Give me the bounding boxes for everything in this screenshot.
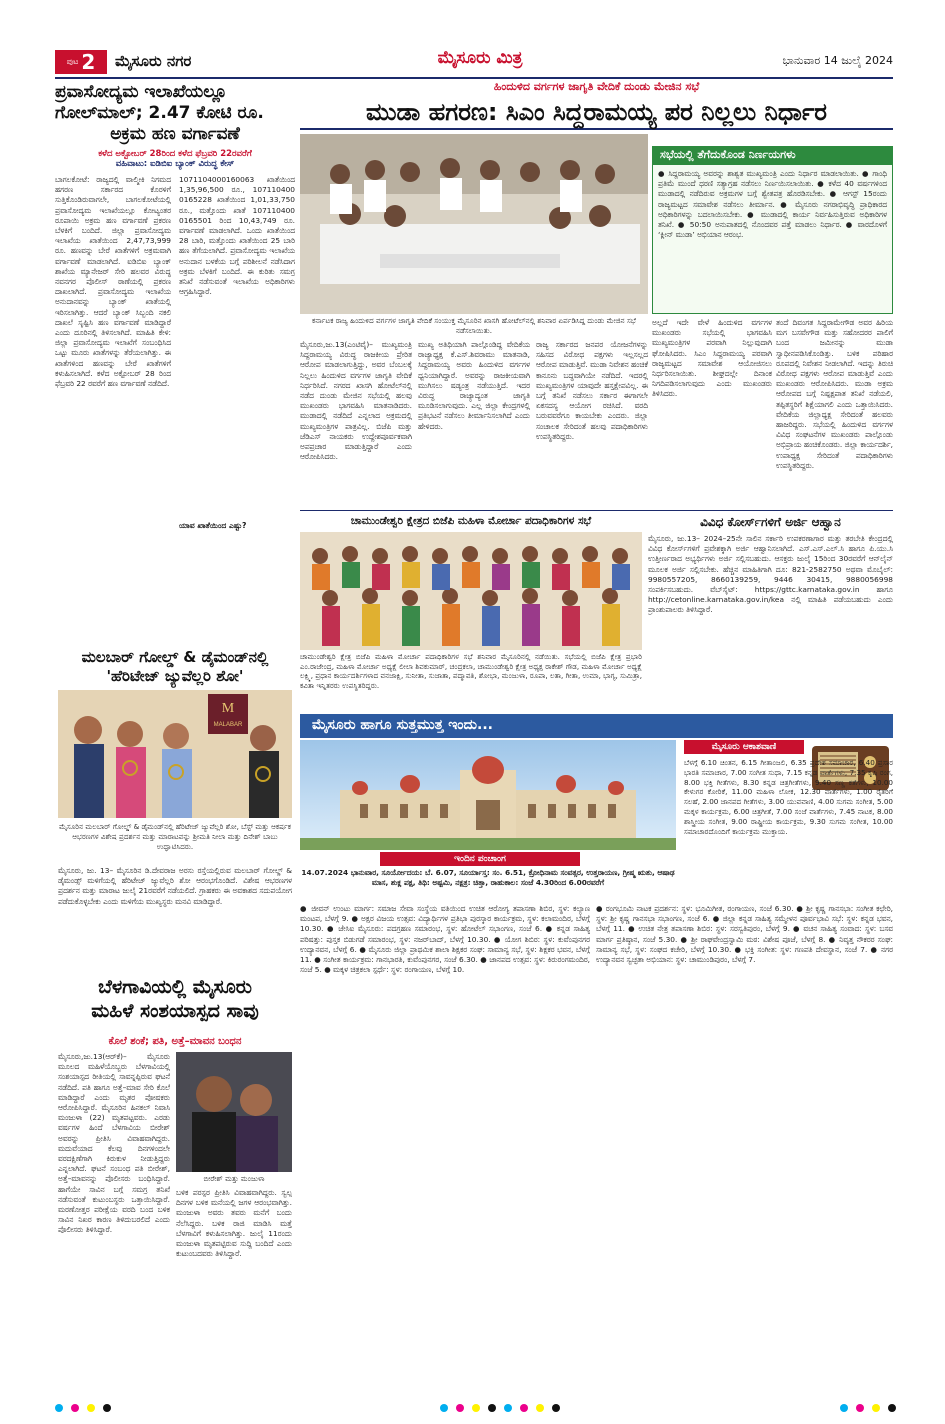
muda-body-col3: ರಾಜ್ಯ ಸರ್ಕಾರದ ಜನಪರ ಯೋಜನೆಗಳನ್ನು ಸಹಿಸದ ವಿರೋಧ ಪಕ್ಷಗಳು ಇಲ್ಲಸಲ್ಲದ ಆರೋಪ ಮಾಡುತ್ತಿವೆ. ಮುಡಾ ನಿವೇಶನ ಹಂಚಿಕೆ ಕಾನೂನು ಬದ್ಧವಾಗಿಯೇ ನಡೆದಿದೆ. ಇದರಲ್ಲಿ ಮುಖ್ಯಮಂತ್ರಿಗಳ ಯಾವುದೇ ಹಸ್ತಕ್ಷೇಪವಿಲ್ಲ. ಈ ಬಗ್ಗೆ ತನಿಖೆ ನಡೆಸಲು ಸರ್ಕಾರ ಈಗಾಗಲೇ ಏಕಸದಸ್ಯ ಆಯೋಗ ರಚಿಸಿದೆ. ವರದಿ ಬರುವವರೆಗೂ ಕಾಯಬೇಕು ಎಂದರು. ಜಿಲ್ಲಾ ಸಂಚಾಲಕ ಸೇರಿದಂತೆ ಹಲವು ಪದಾಧಿಕಾರಿಗಳು ಉಪಸ್ಥಿತರಿದ್ದರು. <box>536 340 648 441</box>
belagavi-headline-1: ಬೆಳಗಾವಿಯಲ್ಲಿ ಮೈಸೂರು <box>98 976 252 998</box>
belagavi-body-continued: ಬಳಿಕ ಪರಸ್ಪರ ಪ್ರೀತಿಸಿ ವಿವಾಹವಾಗಿದ್ದರು. ಸ್ವಲ್ಪ ದಿನಗಳ ಬಳಿಕ ಮನೆಯಲ್ಲಿ ಜಗಳ ಆರಂಭವಾಗಿತ್ತು. ಮಂಜುಳಾ ಅವರು ತವರು ಮನೆಗೆ ಬಂದು ನೆಲೆಸಿದ್ದರು. ಬಳಿಕ ರಾಜಿ ಮಾಡಿಸಿ ಮತ್ತೆ ಬೆಳಗಾವಿಗೆ ಕಳುಹಿಸಲಾಗಿತ್ತು. ಜುಲೈ 11ರಂದು ಮಂಜುಳಾ ಮೃತಪಟ್ಟಿರುವ ಸುದ್ದಿ ಬಂದಿದೆ ಎಂದು ಕುಟುಂಬದವರು ತಿಳಿಸಿದ್ದಾರೆ. <box>176 1188 292 1259</box>
courses-body: ಮೈಸೂರು, ಜು.13– 2024–25ನೇ ಸಾಲಿನ ಸರ್ಕಾರಿ ಉಪಕರಣಾಗಾರ ಮತ್ತು ತರಬೇತಿ ಕೇಂದ್ರದಲ್ಲಿ ವಿವಿಧ ಕೋರ್ಸ್‌ಗಳಿಗೆ ಪ್ರವೇಶಕ್ಕಾಗಿ ಅರ್ಜಿ ಆಹ್ವಾನಿಸಲಾಗಿದೆ. ಎಸ್.ಎಸ್.ಎಲ್.ಸಿ ಹಾಗೂ ಪಿ.ಯು.ಸಿ ಉತ್ತೀರ್ಣರಾದ ಅಭ್ಯರ್ಥಿಗಳು ಅರ್ಜಿ ಸಲ್ಲಿಸಬಹುದು. ಆಸಕ್ತರು ಜುಲೈ 15ರಿಂದ 30ರವರೆಗೆ ಆನ್‌ಲೈನ್ ಮೂಲಕ ಅರ್ಜಿ ಸಲ್ಲಿಸಬೇಕು. ಹೆಚ್ಚಿನ ಮಾಹಿತಿಗಾಗಿ ದೂ: 821-2582750 ಅಥವಾ ಮೊಬೈಲ್: 9980557205, 8660139259, 9446 30415, 9880056998 ಸಂಪರ್ಕಿಸಬಹುದು. ವೆಬ್‌ಸೈಟ್: https://gttc.karnataka.gov.in ಹಾಗೂ http://cetonline.karnataka.gov.in/kea ನಲ್ಲಿ ಮಾಹಿತಿ ಪಡೆಯಬಹುದು ಎಂದು ಪ್ರಾಂಶುಪಾಲರು ತಿಳಿಸಿದ್ದಾರೆ. <box>648 534 893 615</box>
couple-photo-caption: ಬೀರೇಶ್ ಮತ್ತು ಮಂಜುಳಾ <box>203 1174 265 1183</box>
muda-body-col4: ಅಲ್ಲದೆ ಇದೇ ವೇಳೆ ಹಿಂದುಳಿದ ವರ್ಗಗಳ ಮುಖಂಡರು ಸಭೆಯಲ್ಲಿ ಭಾಗವಹಿಸಿ ಮುಖ್ಯಮಂತ್ರಿಗಳ ಪರವಾಗಿ ನಿಲ್ಲುವುದಾಗಿ ಘೋಷಿಸಿದರು. ಸಿಎಂ ಸಿದ್ದರಾಮಯ್ಯ ಪರವಾಗಿ ರಾಜ್ಯಮಟ್ಟದ ಸಮಾವೇಶ ಆಯೋಜಿಸಲು ನಿರ್ಧರಿಸಲಾಯಿತು. ಶೀಘ್ರದಲ್ಲೇ ದಿನಾಂಕ ನಿಗದಿಪಡಿಸಲಾಗುವುದು ಎಂದು ಮುಖಂಡರು ತಿಳಿಸಿದರು. <box>652 318 772 399</box>
print-registration-marks-left <box>55 1404 111 1412</box>
courses-headline: ವಿವಿಧ ಕೋರ್ಸ್‌ಗಳಿಗೆ ಅರ್ಜಿ ಆಹ್ವಾನ <box>700 515 841 529</box>
bjp-women-headline: ಚಾಮುಂಡೇಶ್ವರಿ ಕ್ಷೇತ್ರದ ಬಿಜೆಪಿ ಮಹಿಳಾ ಮೋರ್ಚಾ ಪದಾಧಿಕಾರಿಗಳ ಸಭೆ <box>350 515 592 527</box>
today-events-col2: ● ರಂಗಭೂಮಿ ನಾಟಕ ಪ್ರದರ್ಶನ: ಸ್ಥಳ: ಭೂಮಿಗೀತ, ರಂಗಾಯಣ, ಸಂಜೆ 6.30. ● ಶ್ರೀ ಕೃಷ್ಣ ಗಾನಸಭಾ: ಸಂಗೀತ ಕಛೇರಿ, ಸ್ಥಳ: ಶ್ರೀ ಕೃಷ್ಣ ಗಾನಸಭಾ ಸಭಾಂಗಣ, ಸಂಜೆ 6. ● ಜಿಲ್ಲಾ ಕನ್ನಡ ಸಾಹಿತ್ಯ ಸಮ್ಮೇಳನ ಪೂರ್ವಭಾವಿ ಸಭೆ: ಸ್ಥಳ: ಕನ್ನಡ ಭವನ, ಬೆಳಗ್ಗೆ 11. ● ಉಚಿತ ನೇತ್ರ ತಪಾಸಣಾ ಶಿಬಿರ: ಸ್ಥಳ: ಸರಸ್ವತಿಪುರಂ, ಬೆಳಗ್ಗೆ 9. ● ವಚನ ಸಾಹಿತ್ಯ ಸಂವಾದ: ಸ್ಥಳ: ಬಸವ ಮಾರ್ಗ ಪ್ರತಿಷ್ಠಾನ, ಸಂಜೆ 5.30. ● ಶ್ರೀ ರಾಘವೇಂದ್ರಸ್ವಾಮಿ ಮಠ: ವಿಶೇಷ ಪೂಜೆ, ಬೆಳಗ್ಗೆ 8. ● ನಿವೃತ್ತ ನೌಕರರ ಸಂಘ: ಸಾಮಾನ್ಯ ಸಭೆ, ಸ್ಥಳ: ಸಂಘದ ಕಚೇರಿ, ಬೆಳಗ್ಗೆ 10.30. ● ಭಕ್ತಿ ಸಂಗೀತ: ಸ್ಥಳ: ಗಣಪತಿ ದೇವಸ್ಥಾನ, ಸಂಜೆ 7. ● ನಗರ ಉದ್ಯಾನವನ ಸ್ವಚ್ಛತಾ ಅಭಿಯಾನ: ಸ್ಥಳ: ಚಾಮುಂಡಿಪುರಂ, ಬೆಳಗ್ಗೆ 7. <box>596 904 893 965</box>
bjp-women-photo <box>300 532 642 650</box>
page-number: 2 <box>81 50 96 74</box>
muda-meeting-photo <box>300 134 648 314</box>
muda-body-col1: ಮೈಸೂರು,ಜು.13(ಎಂಟಿವೈ)– ಮುಖ್ಯಮಂತ್ರಿ ಸಿದ್ದರಾಮಯ್ಯ ವಿರುದ್ಧ ರಾಜಕೀಯ ಪ್ರೇರಿತ ಆರೋಪ ಮಾಡಲಾಗುತ್ತಿದ್ದು, ಅವರ ಬೆಂಬಲಕ್ಕೆ ನಿಲ್ಲಲು ಹಿಂದುಳಿದ ವರ್ಗಗಳ ಜಾಗೃತಿ ವೇದಿಕೆ ನಿರ್ಧರಿಸಿದೆ. ನಗರದ ಖಾಸಗಿ ಹೋಟೆಲ್‌ನಲ್ಲಿ ನಡೆದ ದುಂಡು ಮೇಜಿನ ಸಭೆಯಲ್ಲಿ ಹಲವು ಮುಖಂಡರು ಭಾಗವಹಿಸಿ ಮಾತನಾಡಿದರು. ಮುಡಾದಲ್ಲಿ ನಡೆದಿದೆ ಎನ್ನಲಾದ ಅಕ್ರಮದಲ್ಲಿ ಮುಖ್ಯಮಂತ್ರಿಗಳ ಪಾತ್ರವಿಲ್ಲ. ಬಿಜೆಪಿ ಮತ್ತು ಜೆಡಿಎಸ್ ನಾಯಕರು ಉದ್ದೇಶಪೂರ್ವಕವಾಗಿ ಅಪಪ್ರಚಾರ ಮಾಡುತ್ತಿದ್ದಾರೆ ಎಂದು ಆರೋಪಿಸಿದರು. <box>300 340 412 462</box>
muda-kicker: ಹಿಂದುಳಿದ ವರ್ಗಗಳ ಜಾಗೃತಿ ವೇದಿಕೆ ದುಂಡು ಮೇಜಿನ ಸಭೆ <box>493 80 700 93</box>
belagavi-kicker: ಕೊಲೆ ಶಂಕೆ; ಪತಿ, ಅತ್ತೆ–ಮಾವನ ಬಂಧನ <box>108 1036 242 1047</box>
belagavi-body: ಮೈಸೂರು,ಜು.13(ಆರ್‌ಕೆ)– ಮೈಸೂರು ಮೂಲದ ಮಹಿಳೆಯೊಬ್ಬರು ಬೆಳಗಾವಿಯಲ್ಲಿ ಸಂಶಯಾಸ್ಪದ ರೀತಿಯಲ್ಲಿ ಸಾವನ್ನಪ್ಪಿರುವ ಘಟನೆ ನಡೆದಿದೆ. ಪತಿ ಹಾಗೂ ಅತ್ತೆ–ಮಾವ ಸೇರಿ ಕೊಲೆ ಮಾಡಿದ್ದಾರೆ ಎಂದು ಮೃತರ ಪೋಷಕರು ಆರೋಪಿಸಿದ್ದಾರೆ. ಮೈಸೂರಿನ ಹಿನಕಲ್ ನಿವಾಸಿ ಮಂಜುಳಾ (22) ಮೃತಪಟ್ಟವರು. ಎರಡು ವರ್ಷಗಳ ಹಿಂದೆ ಬೆಳಗಾವಿಯ ಬೀರೇಶ್ ಅವರನ್ನು ಪ್ರೀತಿಸಿ ವಿವಾಹವಾಗಿದ್ದರು. ಮದುವೆಯಾದ ಕೆಲವು ದಿನಗಳಿಂದಲೇ ವರದಕ್ಷಿಣೆಗಾಗಿ ಕಿರುಕುಳ ನೀಡುತ್ತಿದ್ದರು ಎನ್ನಲಾಗಿದೆ. ಘಟನೆ ಸಂಬಂಧ ಪತಿ ಬೀರೇಶ್, ಅತ್ತೆ–ಮಾವನನ್ನು ಪೊಲೀಸರು ಬಂಧಿಸಿದ್ದಾರೆ. ಹಾಗೆಯೇ ಸಾವಿನ ಬಗ್ಗೆ ಸಮಗ್ರ ತನಿಖೆ ನಡೆಸುವಂತೆ ಕುಟುಂಬಸ್ಥರು ಒತ್ತಾಯಿಸಿದ್ದಾರೆ. ಮರಣೋತ್ತರ ಪರೀಕ್ಷೆಯ ವರದಿ ಬಂದ ಬಳಿಕ ಸಾವಿನ ನಿಖರ ಕಾರಣ ತಿಳಿದುಬರಲಿದೆ ಎಂದು ಪೊಲೀಸರು ತಿಳಿಸಿದ್ದಾರೆ. <box>58 1052 170 1235</box>
headline-line-1: ಪ್ರವಾಸೋದ್ಯಮ ಇಲಾಖೆಯಲ್ಲೂ <box>55 82 228 102</box>
accounts-subheading: ಯಾವ ಖಾತೆಯಿಂದ ಎಷ್ಟು? <box>179 521 247 530</box>
bjp-women-caption: ಚಾಮುಂಡೇಶ್ವರಿ ಕ್ಷೇತ್ರ ಬಿಜೆಪಿ ಮಹಿಳಾ ಮೋರ್ಚಾ ಪದಾಧಿಕಾರಿಗಳ ಸಭೆ ಶನಿವಾರ ಮೈಸೂರಿನಲ್ಲಿ ನಡೆಯಿತು. ಸಭೆಯಲ್ಲಿ ಬಿಜೆಪಿ ಕ್ಷೇತ್ರ ಪ್ರಭಾರಿ ಎಂ.ರಾಜೇಂದ್ರ, ಮಹಿಳಾ ಮೋರ್ಚಾ ಅಧ್ಯಕ್ಷೆ ಲೀಲಾ ಶಿವಕುಮಾರ್, ಚಂದ್ರಕಲಾ, ಚಾಮುಂಡೇಶ್ವರಿ ಕ್ಷೇತ್ರ ಅಧ್ಯಕ್ಷ ರಾಕೇಶ್ ಗೌಡ, ಮಹಿಳಾ ಮೋರ್ಚಾ ಅಧ್ಯಕ್ಷೆ ಲಕ್ಷ್ಮಿ, ಪ್ರಧಾನ ಕಾರ್ಯದರ್ಶಿಗಳಾದ ವನಜಾಕ್ಷಿ, ಸುನೀತಾ, ಸುಜಾತಾ, ಪದ್ಮಾವತಿ, ಶೋಭಾ, ಮಂಜುಳಾ, ರೂಪಾ, ಲತಾ, ಗೀತಾ, ಉಮಾ, ಭಾಗ್ಯ, ಸುಮಿತ್ರಾ, ಕವಿತಾ ಇನ್ನಿತರರು ಉಪಸ್ಥಿತರಿದ್ದರು. <box>300 652 642 690</box>
muda-photo-caption: ಕರ್ನಾಟಕ ರಾಜ್ಯ ಹಿಂದುಳಿದ ವರ್ಗಗಳ ಜಾಗೃತಿ ವೇದಿಕೆ ಸಂಯುಕ್ತ ಮೈಸೂರಿನ ಖಾಸಗಿ ಹೋಟೆಲ್‌ನಲ್ಲಿ ಶನಿವಾರ ಏರ್ಪಡಿಸಿದ್ದ ದುಂಡು ಮೇಜಿನ ಸಭೆ ನಡೆಸಲಾಯಿತು. <box>312 316 636 335</box>
radio-schedule: ಬೆಳಗ್ಗೆ 6.10 ಚಿಂತನ, 6.15 ಗೀತಾಂಜಲಿ, 6.35 ಪ್ರದೇಶ ಸಮಾಚಾರ, 6.40 ಪ್ರಸಾರ ಭಾರತಿ ಸಮಾಚಾರ, 7.00 ಸಂಗೀತ ಸುಧಾ, 7.15 ಕನ್ನಡ ವಾರ್ತೆಗಳು, 7.35 ಕೃಷಿ ರಂಗ, 8.00 ಭಕ್ತಿ ಗೀತೆಗಳು, 8.30 ಕನ್ನಡ ಚಿತ್ರಗೀತೆಗಳು, 9.40 ಸಣ್ಣ ಕತೆಗಳು, 10.00 ಕೇಳುಗರ ಕೋರಿಕೆ, 11.00 ಮಹಿಳಾ ಲೋಕ, 12.30 ವಾರ್ತೆಗಳು, 1.00 ರೈತರಿಗೆ ಸಲಹೆ, 2.00 ಜಾನಪದ ಗೀತೆಗಳು, 3.00 ಯುವವಾಣಿ, 4.00 ಸುಗಮ ಸಂಗೀತ, 5.00 ಮಕ್ಕಳ ಕಾರ್ಯಕ್ರಮ, 6.00 ಚಿತ್ರಗೀತೆ, 7.00 ಸಂಜೆ ವಾರ್ತೆಗಳು, 7.45 ನಾಟಕ, 8.00 ಶಾಸ್ತ್ರೀಯ ಸಂಗೀತ, 9.00 ರಾಷ್ಟ್ರೀಯ ಕಾರ್ಯಕ್ರಮ, 9.30 ಸುಗಮ ಸಂಗೀತ, 10.00 ಸಮಾಚಾರದೊಂದಿಗೆ ಕಾರ್ಯಕ್ರಮ ಮುಕ್ತಾಯ. <box>684 758 893 836</box>
malabar-headline-1: ಮಲಬಾರ್ ಗೋಲ್ಡ್ & ಡೈಮಂಡ್‌ನಲ್ಲಿ <box>81 648 269 666</box>
malabar-body: ಮೈಸೂರು, ಜು. 13– ಮೈಸೂರಿನ ಡಿ.ದೇವರಾಜ ಅರಸು ರಸ್ತೆಯಲ್ಲಿರುವ ಮಲಬಾರ್ ಗೋಲ್ಡ್ & ಡೈಮಂಡ್ಸ್ ಮಳಿಗೆಯಲ್ಲಿ ಹೆರಿಟೇಜ್ ಜ್ಯುವೆಲ್ಲರಿ ಶೋ ಆರಂಭಗೊಂಡಿದೆ. ವಿಶೇಷ ಆಭರಣಗಳ ಪ್ರದರ್ಶನ ಮತ್ತು ಮಾರಾಟ ಜುಲೈ 21ರವರೆಗೆ ನಡೆಯಲಿದೆ. ಗ್ರಾಹಕರು ಈ ಅವಕಾಶದ ಸದುಪಯೋಗ ಪಡೆದುಕೊಳ್ಳಬೇಕು ಎಂದು ಮಳಿಗೆಯ ಮುಖ್ಯಸ್ಥರು ಮನವಿ ಮಾಡಿದ್ದಾರೆ. <box>58 866 292 906</box>
masthead <box>55 46 893 76</box>
panchanga-body: 14.07.2024 ಭಾನುವಾರ, ಸೂರ್ಯೋದಯ: ಬೆ. 6.07, ಸೂರ್ಯಾಸ್ತ: ಸಂ. 6.51, ಕ್ರೋಧಿನಾಮ ಸಂವತ್ಸರ, ಉತ್ತರಾಯಣ, ಗ್ರೀಷ್ಮ ಋತು, ಆಷಾಢ ಮಾಸ, ಶುಕ್ಲ ಪಕ್ಷ, ತಿಥಿ: ಅಷ್ಟಮಿ, ನಕ್ಷತ್ರ: ಚಿತ್ತಾ, ರಾಹುಕಾಲ: ಸಂಜೆ 4.30ರಿಂದ 6.00ರವರೆಗೆ <box>301 868 675 888</box>
decisions-list: ● ಸಿದ್ದರಾಮಯ್ಯ ಅವರನ್ನು ಶಾಶ್ವತ ಮುಖ್ಯಮಂತ್ರಿ ಎಂದು ನಿರ್ಧಾರ ಮಾಡಲಾಯಿತು. ● ಗಾಂಧಿ ಪ್ರತಿಮೆ ಮುಂದೆ ಧರಣಿ ಸತ್ಯಾಗ್ರಹ ನಡೆಸಲು ನಿರ್ಣಯಿಸಲಾಯಿತು. ● ಕಳೆದ 40 ವರ್ಷಗಳಿಂದ ಮುಡಾದಲ್ಲಿ ನಡೆದಿರುವ ಅಕ್ರಮಗಳ ಬಗ್ಗೆ ಶ್ವೇತಪತ್ರ ಹೊರಡಿಸಬೇಕು. ● ಆಗಸ್ಟ್ 15ರಂದು ರಾಜ್ಯಮಟ್ಟದ ಸಮಾವೇಶ ನಡೆಸಲು ತೀರ್ಮಾನ. ● ಮೈಸೂರು ನಗರಾಭಿವೃದ್ಧಿ ಪ್ರಾಧಿಕಾರದ ಅಧಿಕಾರಿಗಳನ್ನು ಬದಲಾಯಿಸಬೇಕು. ● ಮುಡಾದಲ್ಲಿ ಕಾರ್ಯ ನಿರ್ವಹಿಸುತ್ತಿರುವ ಅಧಿಕಾರಿಗಳ ತನಿಖೆ. ● 50:50 ಅನುಪಾತದಲ್ಲಿ ನೊಂದವರ ಪತ್ತೆ ಮಾಡಲು ನಿರ್ಧಾರ. ● ವಾರದೊಳಗೆ ‘ಕ್ಲೀನ್ ಮುಡಾ’ ಅಭಿಯಾನ ಆರಂಭ. <box>658 169 887 240</box>
panchanga-label: ಇಂದಿನ ಪಂಚಾಂಗ <box>380 852 580 866</box>
radio-label: ಮೈಸೂರು ಆಕಾಶವಾಣಿ <box>684 740 804 754</box>
today-events-col1: ● ಜೀವನ್‌ ಉಂಟು ಮಾರ್ಗ: ಸಮಾಜ ಸೇವಾ ಸಂಸ್ಥೆಯ ವತಿಯಿಂದ ಉಚಿತ ಆರೋಗ್ಯ ತಪಾಸಣಾ ಶಿಬಿರ, ಸ್ಥಳ: ಕಲ್ಯಾಣ ಮಂಟಪ, ಬೆಳಗ್ಗೆ 9. ● ಅಕ್ಷರ ವಿಜಯ ಉತ್ಸವ: ವಿದ್ಯಾರ್ಥಿಗಳ ಪ್ರತಿಭಾ ಪುರಸ್ಕಾರ ಕಾರ್ಯಕ್ರಮ, ಸ್ಥಳ: ಕಲಾಮಂದಿರ, ಬೆಳಗ್ಗೆ 10.30. ● ಜೇಸಿಐ ಮೈಸೂರು: ಪದಗ್ರಹಣ ಸಮಾರಂಭ, ಸ್ಥಳ: ಹೋಟೆಲ್ ಸಭಾಂಗಣ, ಸಂಜೆ 6. ● ಕನ್ನಡ ಸಾಹಿತ್ಯ ಪರಿಷತ್ತು: ಪುಸ್ತಕ ಬಿಡುಗಡೆ ಸಮಾರಂಭ, ಸ್ಥಳ: ನಜರ್‌ಬಾದ್, ಬೆಳಗ್ಗೆ 10.30. ● ಯೋಗ ಶಿಬಿರ: ಸ್ಥಳ: ಕುವೆಂಪುನಗರ ಉದ್ಯಾನವನ, ಬೆಳಗ್ಗೆ 6. ● ಮೈಸೂರು ಜಿಲ್ಲಾ ಪ್ರಾಥಮಿಕ ಶಾಲಾ ಶಿಕ್ಷಕರ ಸಂಘ: ಸಾಮಾನ್ಯ ಸಭೆ, ಸ್ಥಳ: ಶಿಕ್ಷಕರ ಭವನ, ಬೆಳಗ್ಗೆ 11. ● ಸಂಗೀತ ಕಾರ್ಯಕ್ರಮ: ಗಾನಭಾರತಿ, ಕುವೆಂಪುನಗರ, ಸಂಜೆ 6.30. ● ಜಾನಪದ ಉತ್ಸವ: ಸ್ಥಳ: ಕಿರುರಂಗಮಂದಿರ, ಸಂಜೆ 5. ● ಮಕ್ಕಳ ಚಿತ್ರಕಲಾ ಸ್ಪರ್ಧೆ: ಸ್ಥಳ: ರಂಗಾಯಣ, ಬೆಳಗ್ಗೆ 10. <box>300 904 590 975</box>
muda-body-col2: ಮುಖ್ಯ ಅತಿಥಿಯಾಗಿ ಪಾಲ್ಗೊಂಡಿದ್ದ ವೇದಿಕೆಯ ರಾಜ್ಯಾಧ್ಯಕ್ಷ ಕೆ.ಎಸ್.ಶಿವರಾಮು ಮಾತನಾಡಿ, ಸಿದ್ದರಾಮಯ್ಯ ಅವರು ಹಿಂದುಳಿದ ವರ್ಗಗಳ ಧ್ವನಿಯಾಗಿದ್ದಾರೆ. ಅವರನ್ನು ರಾಜಕೀಯವಾಗಿ ಮುಗಿಸಲು ಷಡ್ಯಂತ್ರ ನಡೆಯುತ್ತಿದೆ. ಇದರ ವಿರುದ್ಧ ರಾಜ್ಯಾದ್ಯಂತ ಜಾಗೃತಿ ಮೂಡಿಸಲಾಗುವುದು. ಎಲ್ಲ ಜಿಲ್ಲಾ ಕೇಂದ್ರಗಳಲ್ಲಿ ಪ್ರತಿಭಟನೆ ನಡೆಸಲು ತೀರ್ಮಾನಿಸಲಾಗಿದೆ ಎಂದು ಹೇಳಿದರು. <box>418 340 530 431</box>
malabar-logo-text: MALABAR <box>213 722 243 728</box>
page-label: ಪುಟ <box>66 57 79 66</box>
story-body-continued: 1071104000160063 ಖಾತೆಯಿಂದ 1,35,96,500 ರೂ., 107110400 0165228 ಖಾತೆಯಿಂದ 1,01,33,750 ರೂ., ಮತ್ತೊಂದು ಖಾತೆ 107110400 0165501 ರಿಂದ 10,43,749 ರೂ. ವರ್ಗಾವಣೆ ಮಾಡಲಾಗಿದೆ. ಒಂದು ಖಾತೆಯಿಂದ 28 ಬಾರಿ, ಮತ್ತೊಂದು ಖಾತೆಯಿಂದ 25 ಬಾರಿ ಹಣ ತೆಗೆಯಲಾಗಿದೆ. ಪ್ರವಾಸೋದ್ಯಮ ಇಲಾಖೆಯ ಅನುದಾನ ಬಳಕೆಯ ಬಗ್ಗೆ ಪರಿಶೀಲನೆ ನಡೆಸಿದಾಗ ಅಕ್ರಮ ಬೆಳಕಿಗೆ ಬಂದಿದೆ. ಈ ಕುರಿತು ಸಮಗ್ರ ತನಿಖೆ ನಡೆಸುವಂತೆ ಇಲಾಖೆಯ ಅಧಿಕಾರಿಗಳು ಆಗ್ರಹಿಸಿದ್ದಾರೆ. <box>179 175 295 297</box>
malabar-photo <box>58 690 292 818</box>
story-kicker: ಕಳೆದ ಅಕ್ಟೋಬರ್ 28ರಿಂದ ಕಳೆದ ಫೆಬ್ರವರಿ 22ರವರೆಗೆ <box>98 149 252 159</box>
headline-line-2: ಗೋಲ್‌ಮಾಲ್; 2.47 ಕೋಟಿ ರೂ. <box>55 103 264 123</box>
malabar-photo-caption: ಮೈಸೂರಿನ ಮಲಬಾರ್ ಗೋಲ್ಡ್ & ಡೈಮಂಡ್‌ನಲ್ಲಿ ಹೆರಿಟೇಜ್ ಜ್ಯುವೆಲ್ಲರಿ ಶೋ, ಬೆಸ್ಟ್ ಮತ್ತು ಆಕರ್ಷಕ ಆಭರಣಗಳ ವಿಶೇಷ ಪ್ರದರ್ಶನ ಮತ್ತು ಮಾರಾಟವನ್ನು ಶ್ರೀಮತಿ ನೀಲಾ ಮತ್ತು ದಿನೇಶ್ ಬಾಬು ಉದ್ಘಾಟಿಸಿದರು. <box>59 822 291 851</box>
jewellery-show-illustration <box>58 690 292 818</box>
issue-date: ಭಾನುವಾರ 14 ಜುಲೈ 2024 <box>782 54 893 67</box>
masthead-rule <box>55 77 893 79</box>
story-body: ಬಾಗಲಕೋಟೆ: ರಾಜ್ಯದಲ್ಲಿ ವಾಲ್ಮೀಕಿ ನಿಗಮದ ಹಗರಣ ಸರ್ಕಾರದ ಕೊರಳಿಗೆ ಸುತ್ತಿಕೊಂಡಿರುವಾಗಲೇ, ಬಾಗಲಕೋಟೆಯಲ್ಲಿ ಪ್ರವಾಸೋದ್ಯಮ ಇಲಾಖೆಯಲ್ಲೂ ಕೋಟ್ಯಂತರ ರೂಪಾಯಿ ಅಕ್ರಮ ಹಣ ವರ್ಗಾವಣೆ ಪ್ರಕರಣ ಬೆಳಕಿಗೆ ಬಂದಿದೆ. ಜಿಲ್ಲಾ ಪ್ರವಾಸೋದ್ಯಮ ಇಲಾಖೆಯ ಖಾತೆಯಿಂದ 2,47,73,999 ರೂ. ಹಣವನ್ನು ಬೇರೆ ಖಾತೆಗಳಿಗೆ ಅಕ್ರಮವಾಗಿ ವರ್ಗಾವಣೆ ಮಾಡಲಾಗಿದೆ. ಐಡಿಬಿಐ ಬ್ಯಾಂಕ್ ಶಾಖೆಯ ಮ್ಯಾನೇಜರ್ ಸೇರಿ ಹಲವರ ವಿರುದ್ಧ ನವನಗರ ಪೊಲೀಸ್ ಠಾಣೆಯಲ್ಲಿ ಪ್ರಕರಣ ದಾಖಲಾಗಿದೆ. ಪ್ರವಾಸೋದ್ಯಮ ಇಲಾಖೆಯ ಅನುದಾನವನ್ನು ಬ್ಯಾಂಕ್ ಖಾತೆಯಲ್ಲಿ ಇರಿಸಲಾಗಿತ್ತು. ಆದರೆ ಬ್ಯಾಂಕ್ ಸಿಬ್ಬಂದಿ ನಕಲಿ ದಾಖಲೆ ಸೃಷ್ಟಿಸಿ ಹಣ ವರ್ಗಾವಣೆ ಮಾಡಿದ್ದಾರೆ ಎಂದು ದೂರಿನಲ್ಲಿ ತಿಳಿಸಲಾಗಿದೆ. ಮಾಹಿತಿ ಕೇಳಿ: ಜಿಲ್ಲಾ ಪ್ರವಾಸೋದ್ಯಮ ಇಲಾಖೆಗೆ ಸಂಬಂಧಿಸಿದ ಒಟ್ಟು ಮೂರು ಖಾತೆಗಳನ್ನು ತೆರೆಯಲಾಗಿತ್ತು. ಈ ಖಾತೆಗಳಿಂದ ಹಣವನ್ನು ಬೇರೆ ಖಾತೆಗಳಿಗೆ ಕಳುಹಿಸಲಾಗಿದೆ. ಕಳೆದ ಅಕ್ಟೋಬರ್ 28 ರಿಂದ ಫೆಬ್ರವರಿ 22 ರವರೆಗೆ ಹಣ ವರ್ಗಾವಣೆ ನಡೆದಿದೆ. <box>55 175 171 389</box>
section-rule <box>300 510 893 511</box>
decisions-box <box>652 164 893 314</box>
print-registration-marks-right <box>840 1404 896 1412</box>
decisions-box-title: ಸಭೆಯಲ್ಲಿ ತೆಗೆದುಕೊಂಡ ನಿರ್ಣಯಗಳು <box>652 146 893 164</box>
section-title: ಮೈಸೂರು ನಗರ <box>115 52 192 70</box>
tourism-fraud-story <box>55 82 295 642</box>
muda-headline: ಮುಡಾ ಹಗರಣ: ಸಿಎಂ ಸಿದ್ದರಾಮಯ್ಯ ಪರ ನಿಲ್ಲಲು ನಿರ್ಧಾರ <box>300 96 893 130</box>
couple-photo <box>176 1052 292 1172</box>
mysore-palace-image <box>300 740 676 850</box>
malabar-headline-2: 'ಹೆರಿಟೇಜ್ ಜ್ಯುವೆಲ್ಲರಿ ಶೋ' <box>106 667 244 685</box>
muda-body-col5: ತಂದೆ ದಿವಂಗತ ಸಿದ್ದರಾಮೇಗೌಡ ಅವರ ಹಿರಿಯ ಮಗ ಬಸವೇಗೌಡ ಮತ್ತು ಸಹೋದರರ ಪಾಲಿಗೆ ಬಂದ ಜಮೀನನ್ನು ಮುಡಾ ಸ್ವಾಧೀನಪಡಿಸಿಕೊಂಡಿತ್ತು. ಬಳಿಕ ಪರಿಹಾರ ರೂಪದಲ್ಲಿ ನಿವೇಶನ ನೀಡಲಾಗಿದೆ. ಇದನ್ನು ತಿರುಚಿ ವಿರೋಧ ಪಕ್ಷಗಳು ಆರೋಪ ಮಾಡುತ್ತಿವೆ ಎಂದು ಮುಖಂಡರು ಆರೋಪಿಸಿದರು. ಮುಡಾ ಅಕ್ರಮ ಆರೋಪದ ಬಗ್ಗೆ ನಿಷ್ಪಕ್ಷಪಾತ ತನಿಖೆ ನಡೆಯಲಿ, ತಪ್ಪಿತಸ್ಥರಿಗೆ ಶಿಕ್ಷೆಯಾಗಲಿ ಎಂದು ಒತ್ತಾಯಿಸಿದರು. ವೇದಿಕೆಯ ಜಿಲ್ಲಾಧ್ಯಕ್ಷ ಸೇರಿದಂತೆ ಹಲವರು ಹಾಜರಿದ್ದರು. ಸಭೆಯಲ್ಲಿ ಹಿಂದುಳಿದ ವರ್ಗಗಳ ವಿವಿಧ ಸಂಘಟನೆಗಳ ಮುಖಂಡರು ಪಾಲ್ಗೊಂಡು ಅಭಿಪ್ರಾಯ ಹಂಚಿಕೊಂಡರು. ಜಿಲ್ಲಾ ಕಾರ್ಯದರ್ಶಿ, ಉಪಾಧ್ಯಕ್ಷ ಸೇರಿದಂತೆ ಪದಾಧಿಕಾರಿಗಳು ಉಪಸ್ಥಿತರಿದ್ದರು. <box>776 318 893 470</box>
headline-line-3: ಅಕ್ರಮ ಹಣ ವರ್ಗಾವಣೆ <box>110 124 240 144</box>
svg-text:M: M <box>221 701 235 716</box>
print-registration-marks-center <box>440 1404 560 1412</box>
page-number-badge <box>55 50 107 74</box>
belagavi-story-header <box>55 975 295 1035</box>
belagavi-headline-2: ಮಹಿಳೆ ಸಂಶಯಾಸ್ಪದ ಸಾವು <box>91 1000 259 1022</box>
story-subkicker: ವಹಿವಾಟು: ಐಡಿಬಿಐ ಬ್ಯಾಂಕ್ ವಿರುದ್ಧ ಕೇಸ್ <box>115 159 235 169</box>
newspaper-name: ಮೈಸೂರು ಮಿತ್ರ <box>437 48 523 68</box>
today-band: ಮೈಸೂರು ಹಾಗೂ ಸುತ್ತಮುತ್ತ ಇಂದು... <box>300 714 893 738</box>
